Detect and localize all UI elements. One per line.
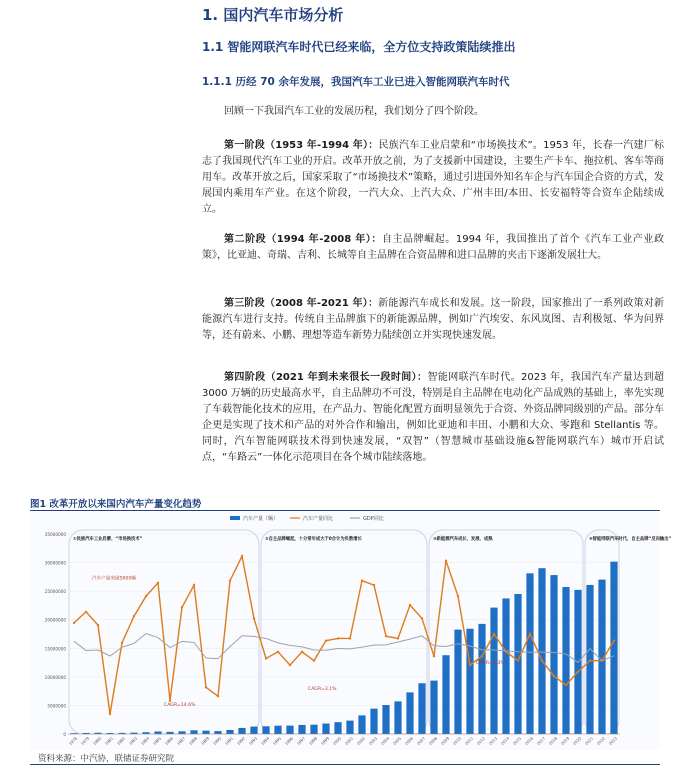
production-chart [30, 512, 672, 750]
y-tick-label: 30000000 [44, 560, 66, 566]
stage-1-paragraph [202, 138, 664, 218]
x-tick-label: 1990 [211, 735, 223, 747]
growth-point-1995 [277, 651, 279, 653]
bar-1988 [190, 730, 197, 734]
growth-point-2016 [529, 633, 531, 635]
bar-2009 [442, 655, 449, 734]
growth-point-2006 [409, 604, 411, 606]
x-tick-label: 1985 [151, 735, 163, 747]
growth-point-1994 [265, 657, 267, 659]
growth-point-1993 [253, 617, 255, 619]
growth-point-1982 [121, 642, 123, 644]
stage-3-title: 第三阶段（2008 年-2021 年）： [224, 298, 379, 309]
x-tick-label: 1980 [91, 735, 103, 747]
bar-2015 [514, 594, 521, 734]
growth-point-1981 [109, 713, 111, 715]
stage-4-title: 第四阶段（2021 年到未来很长一段时间）： [224, 372, 428, 383]
bar-2005 [394, 701, 401, 734]
stage-1-text: 民族汽车工业启蒙和“市场换技术”。1953 年，长春一汽建厂标志了我国现代汽车工业的开启。改革开放之前，为了支援新中国建设，主要生产卡车、拖拉机、客车等商用车。改革开放之后，国家采取了“市场换技术”策略，通过引进国外知名车企与汽车国企合资的方式，发展国内乘用车产业。在这个阶段，一汽大众、上汽大众、广州丰田/本田、长安福特等合资车企陆续成立。 [202, 140, 664, 215]
y-axis [45, 532, 620, 737]
bar-1992 [238, 728, 245, 734]
x-tick-label: 2020 [571, 735, 583, 747]
x-tick-label: 2023 [607, 735, 619, 747]
bar-1994 [262, 726, 269, 734]
period-frames [69, 530, 619, 734]
growth-point-1989 [205, 686, 207, 688]
x-tick-label: 2001 [343, 735, 355, 747]
x-tick-label: 2018 [547, 735, 559, 747]
period-label-4: ④智能网联汽车时代，自主品牌“反向输出” [589, 537, 672, 542]
growth-point-2009 [445, 559, 447, 561]
x-tick-label: 1989 [199, 735, 211, 747]
x-tick-label: 1988 [187, 735, 199, 747]
period-frame-2 [261, 530, 427, 734]
bar-1985 [154, 732, 161, 734]
x-tick-label: 1984 [139, 735, 151, 747]
growth-point-2012 [481, 655, 483, 657]
intro-paragraph: 回顾一下我国汽车工业的发展历程，我们划分了四个阶段。 [224, 106, 484, 117]
stage-4-paragraph [202, 370, 664, 466]
bar-1997 [298, 725, 305, 734]
x-tick-label: 1992 [235, 735, 247, 747]
x-tick-label: 2021 [583, 735, 595, 747]
growth-point-1992 [241, 555, 243, 557]
x-tick-label: 1997 [295, 735, 307, 747]
growth-point-2001 [349, 637, 351, 639]
figure-title: 图1 改革开放以来国内汽车产量变化趋势 [30, 499, 202, 510]
y-tick-label: 0 [63, 732, 66, 737]
period-label-1: ①民族汽车工业启蒙、“市场换技术” [73, 537, 143, 542]
stage-2-paragraph [202, 232, 664, 264]
x-tick-label: 1986 [163, 735, 175, 747]
stage-3-paragraph [202, 296, 664, 344]
y-tick-label: 10000000 [44, 674, 66, 680]
stage-1-title: 第一阶段（1953 年-1994 年）： [224, 140, 379, 151]
bar-2013 [490, 608, 497, 734]
y-tick-label: 15000000 [44, 646, 66, 652]
x-tick-label: 1998 [307, 735, 319, 747]
y-tick-label: 25000000 [44, 589, 66, 595]
subsection-heading: 1.1 智能网联汽车时代已经来临，全方位支持政策陆续推出 [202, 40, 516, 54]
growth-point-2013 [493, 633, 495, 635]
bar-2012 [478, 624, 485, 734]
x-tick-label: 2012 [475, 735, 487, 747]
bar-1993 [250, 727, 257, 734]
bar-2011 [466, 629, 473, 734]
period-label-3: ③新能源汽车成长、发展、成熟 [433, 537, 493, 542]
growth-point-2019 [565, 684, 567, 686]
bar-2003 [370, 709, 377, 734]
bar-1991 [226, 730, 233, 734]
bar-2014 [502, 598, 509, 734]
x-tick-label: 2019 [559, 735, 571, 747]
x-tick-label: 1982 [115, 735, 127, 747]
annotation-3: CAGR=3.1% [308, 687, 337, 692]
period-label-2: ②自主品牌崛起，十分常年成大于0合计为负数增长 [265, 537, 362, 542]
stage-3-text: 新能源汽车成长和发展。这一阶段，国家推出了一系列政策对新能源汽车进行支持。传统自主品牌旗下的新能源品牌，例如广汽埃安、东风岚图、吉利极氪、华为问界等，还有蔚来、小鹏、理想等造车新势力陆续创立并实现快速发展。 [202, 298, 665, 341]
x-tick-label: 2014 [499, 735, 511, 747]
bar-1999 [322, 724, 329, 734]
stage-4-text: 智能网联汽车时代。2023 年，我国汽车产量达到超 3000 万辆的历史最高水平，自主品牌功不可没，特别是自主品牌在电动化产品成熟的基础上，率先实现了车载智能化技术的应用，在产品力、智能化配置方面明显领先于合资、外资品牌同级别的产品。部分车企更是实现了技术和产品的对外合作和输出，例如比亚迪和丰田、小鹏和大众、零跑和 Stellantis 等。同时，汽车智能网联技术得到快速发展，“双智”（智慧城市基础设施&智能网联汽车）城市开启试点，“车路云”一体化示范项目在各个城市陆续落地。 [202, 372, 664, 463]
x-tick-label: 2002 [355, 735, 367, 747]
growth-point-2004 [385, 635, 387, 637]
lines-group [73, 555, 615, 715]
growth-point-2000 [337, 637, 339, 639]
x-tick-label: 2005 [391, 735, 403, 747]
bar-1986 [166, 732, 173, 734]
x-tick-label: 2007 [415, 735, 427, 747]
bar-2006 [406, 692, 413, 734]
growth-point-1986 [169, 699, 171, 701]
x-tick-label: 2015 [511, 735, 523, 747]
bar-2000 [334, 722, 341, 734]
x-tick-label: 2013 [487, 735, 499, 747]
growth-point-1979 [85, 611, 87, 613]
x-tick-label: 1987 [175, 735, 187, 747]
growth-point-2017 [541, 659, 543, 661]
x-tick-label: 2017 [535, 735, 547, 747]
bar-1995 [274, 726, 281, 734]
x-tick-label: 2004 [379, 735, 391, 747]
x-axis [68, 734, 620, 746]
x-tick-label: 1993 [247, 735, 259, 747]
stage-2-text: 自主品牌崛起。1994 年，我国推出了首个《汽车工业产业政策》，比亚迪、奇瑞、吉利、长城等自主品牌在合资品牌和进口品牌的夹击下逐渐发展壮大。 [202, 234, 664, 261]
growth-point-1998 [313, 659, 315, 661]
legend-label: 汽车产量同比 [303, 516, 334, 522]
x-tick-label: 2009 [439, 735, 451, 747]
growth-point-2010 [457, 595, 459, 597]
bar-2010 [454, 630, 461, 734]
x-tick-label: 2016 [523, 735, 535, 747]
y-tick-label: 35000000 [44, 532, 66, 537]
growth-point-1980 [97, 624, 99, 626]
growth-point-1984 [145, 595, 147, 597]
x-tick-label: 2011 [463, 735, 475, 747]
x-tick-label: 1979 [79, 735, 91, 747]
growth-point-2005 [397, 637, 399, 639]
x-tick-label: 1978 [67, 735, 79, 747]
growth-point-1996 [289, 664, 291, 666]
source-note: 资料来源：中汽协，联储证券研究院 [38, 754, 175, 764]
annotation-4: CAGR=5.3% [476, 661, 505, 666]
growth-point-2003 [373, 584, 375, 586]
growth-point-2015 [517, 659, 519, 661]
sub-subsection-heading: 1.1.1 历经 70 余年发展，我国汽车工业已进入智能网联汽车时代 [202, 76, 510, 88]
figure-top-rule [30, 510, 660, 511]
x-tick-label: 1995 [271, 735, 283, 747]
legend-label: 汽车产量（辆） [243, 516, 279, 522]
section-heading: 1. 国内汽车市场分析 [202, 6, 344, 24]
x-tick-label: 2022 [595, 735, 607, 747]
x-tick-label: 1983 [127, 735, 139, 747]
legend [230, 515, 384, 522]
bar-2001 [346, 721, 353, 734]
bar-1987 [178, 731, 185, 734]
growth-point-1991 [229, 579, 231, 581]
bar-1990 [214, 731, 221, 734]
figure-bottom-rule [30, 764, 660, 765]
bar-2019 [562, 587, 569, 734]
x-tick-label: 1994 [259, 735, 271, 747]
growth-point-2021 [589, 659, 591, 661]
stage-2-title: 第二阶段（1994 年-2008 年）： [224, 234, 382, 245]
y-tick-label: 5000000 [47, 703, 66, 709]
growth-point-1983 [133, 615, 135, 617]
bar-2004 [382, 705, 389, 734]
bar-2008 [430, 681, 437, 734]
bar-2017 [538, 568, 545, 734]
bar-2002 [358, 715, 365, 734]
growth-point-1987 [181, 606, 183, 608]
bar-1989 [202, 731, 209, 734]
x-tick-label: 2006 [403, 735, 415, 747]
bar-2016 [526, 573, 533, 734]
x-tick-label: 1999 [319, 735, 331, 747]
growth-point-1978 [73, 622, 75, 624]
growth-point-1985 [157, 582, 159, 584]
bar-1996 [286, 726, 293, 734]
growth-point-2011 [469, 664, 471, 666]
annotation-2: CAGR=14.6% [164, 703, 196, 708]
x-tick-label: 1996 [283, 735, 295, 747]
x-tick-label: 2000 [331, 735, 343, 747]
growth-point-2008 [433, 655, 435, 657]
annotation-1: 汽车产量突破5000辆 [92, 576, 136, 582]
growth-point-1988 [193, 584, 195, 586]
growth-point-2002 [361, 579, 363, 581]
x-tick-label: 2008 [427, 735, 439, 747]
y-tick-label: 20000000 [44, 617, 66, 623]
bar-1998 [310, 725, 317, 734]
growth-point-2007 [421, 617, 423, 619]
x-tick-label: 2010 [451, 735, 463, 747]
bar-2018 [550, 575, 557, 734]
growth-point-2020 [577, 671, 579, 673]
growth-point-1990 [217, 695, 219, 697]
growth-point-1999 [325, 639, 327, 641]
bar-2007 [418, 683, 425, 734]
legend-swatch [230, 516, 240, 520]
growth-point-1997 [301, 651, 303, 653]
x-tick-label: 1981 [103, 735, 115, 747]
legend-label: GDP同比 [363, 516, 384, 522]
growth-point-2023 [613, 639, 615, 641]
x-tick-label: 2003 [367, 735, 379, 747]
bar-2023 [610, 562, 617, 734]
growth-point-2018 [553, 675, 555, 677]
x-tick-label: 1991 [223, 735, 235, 747]
